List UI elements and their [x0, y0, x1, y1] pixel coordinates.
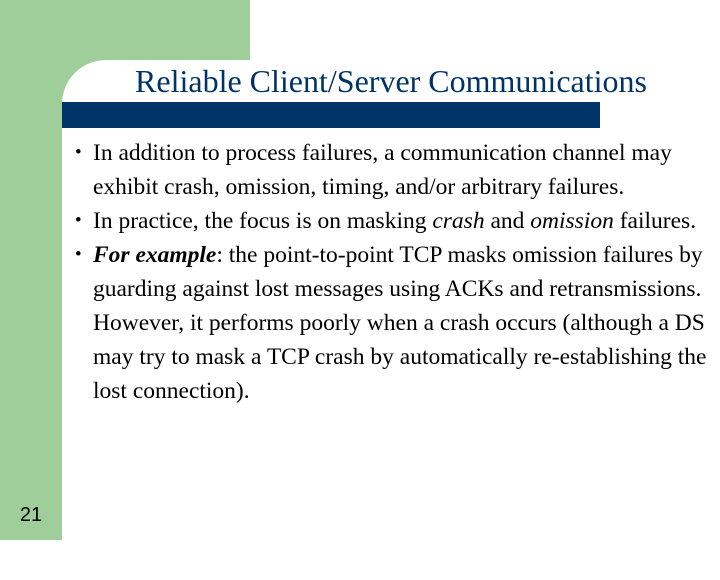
bullet-text-pre: In practice, the focus is on masking [93, 208, 433, 234]
bullet-item [75, 136, 715, 204]
bullet-text-rest: : the point-to-point TCP masks omission failures by guarding against lost messages using ACKs and retransmissions. However, it performs poorly when a crash occurs (although a DS may try to mask a TCP crash by automatically re-establishing the lost connection). [93, 242, 707, 404]
title-underline-bar [62, 102, 600, 128]
emphasis-omission: omission [530, 208, 614, 234]
bullet-item [75, 204, 715, 238]
slide-title: Reliable Client/Server Communications [135, 63, 647, 99]
decorative-green-sidebar [0, 0, 62, 540]
slide-number: 21 [19, 504, 43, 526]
emphasis-for-example: For example [93, 242, 217, 268]
bullet-text-post: failures. [613, 208, 697, 234]
emphasis-crash: crash [432, 208, 485, 234]
bullet-list [75, 136, 715, 408]
bullet-text-mid: and [484, 208, 531, 234]
bullet-item [75, 238, 715, 408]
bullet-text: In addition to process failures, a communication channel may exhibit crash, omission, timing, and/or arbitrary failures. [93, 140, 672, 200]
